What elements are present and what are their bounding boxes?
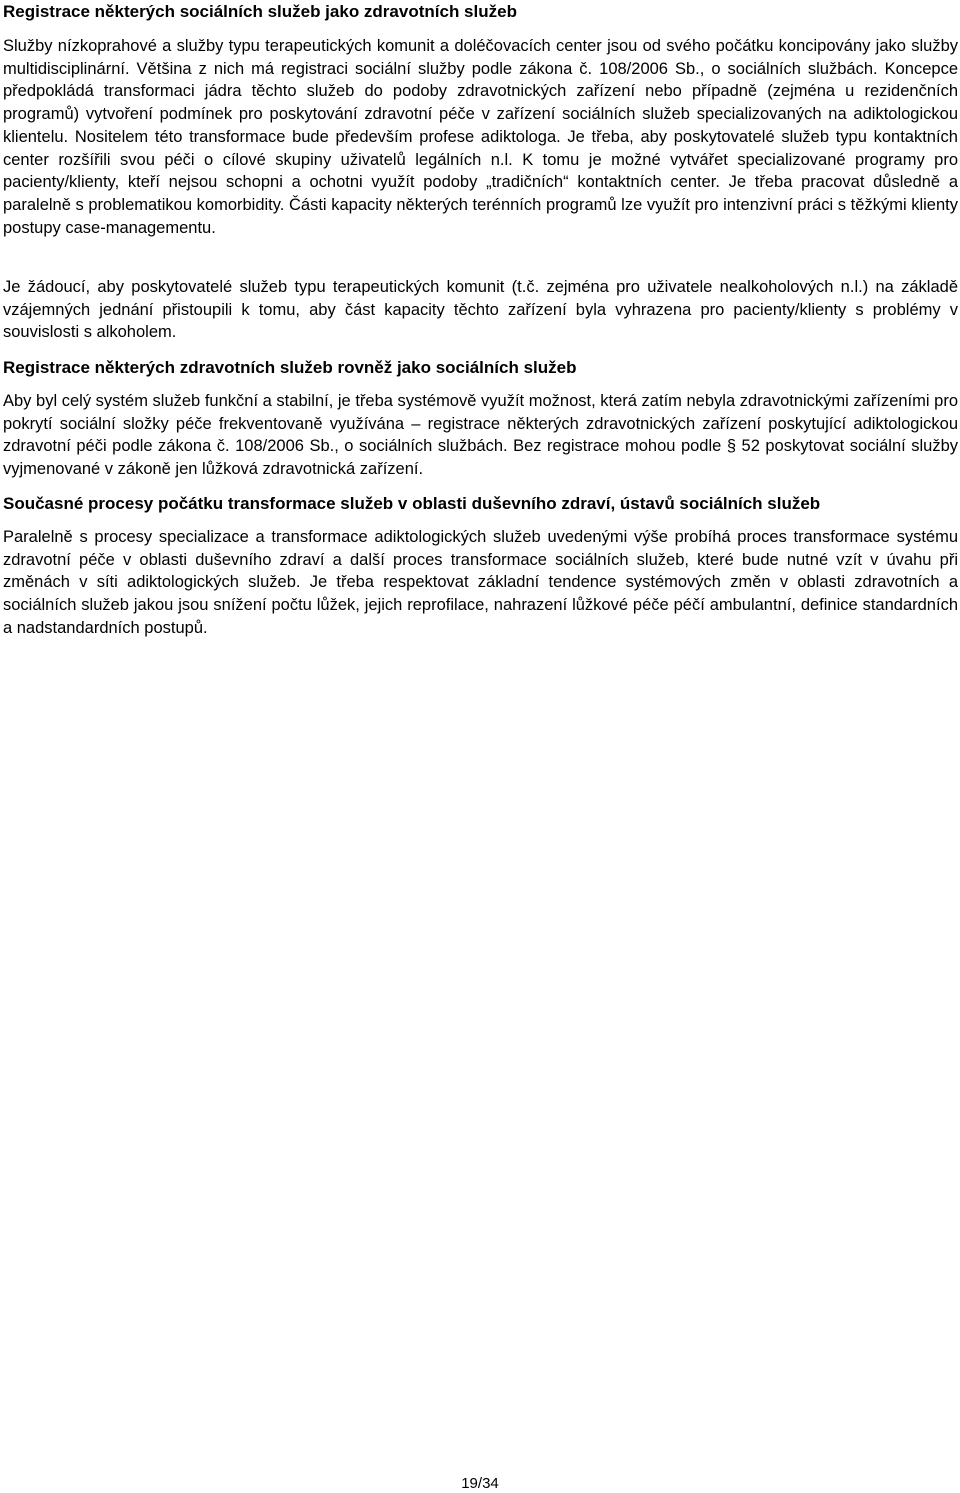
section-heading-social-services-registration: Registrace některých sociálních služeb jako zdravotních služeb xyxy=(3,2,517,21)
page-number: 19/34 xyxy=(461,1475,499,1492)
paragraph-multidisciplinary-services: Služby nízkoprahové a služby typu terapeutických komunit a doléčovacích center jsou od svého počátku koncipovány jako služby multidisciplinární. Většina z nich má registraci sociální služby podle zákona č. 108/2006 Sb., o sociálních službách. Koncepce předpokládá transformaci jádra těchto služeb do podoby zdravotnických zařízení nebo případně (zejména u rezidenčních programů) vytvoření podmínek pro poskytování zdravotní péče v zařízení sociálních služeb specializovaných na adiktologickou klientelu. Nositelem této transformace bude především profese adiktologa. Je třeba, aby poskytovatelé služeb typu kontaktních center rozšířili svou péči o cílové skupiny uživatelů legálních n.l. K tomu je možné vytvářet specializované programy pro pacienty/klienty, kteří nejsou schopni a ochotni využít podoby „tradičních“ kontaktních center. Je třeba pracovat důsledně a paralelně s problematikou komorbidity. Části kapacity některých terénních programů lze využít pro intenzivní práci s těžkými klienty postupy case-managementu. xyxy=(3,37,958,237)
section-heading-health-services-registration: Registrace některých zdravotních služeb rovněž jako sociálních služeb xyxy=(3,358,577,377)
paragraph-therapeutic-communities: Je žádoucí, aby poskytovatelé služeb typu terapeutických komunit (t.č. zejména pro uživatele nealkoholových n.l.) na základě vzájemných jednání přistoupili k tomu, aby část kapacity těchto zařízení byla vyhrazena pro pacienty/klienty s problémy v souvislosti s alkoholem. xyxy=(3,278,958,342)
section-heading-transformation-processes: Současné procesy počátku transformace služeb v oblasti duševního zdraví, ústavů sociálních služeb xyxy=(3,494,821,513)
paragraph-parallel-processes: Paralelně s procesy specializace a transformace adiktologických služeb uvedenými výše probíhá proces transformace systému zdravotní péče v oblasti duševního zdraví a další proces transformace sociálních služeb, které bude nutné vzít v úvahu při změnách v síti adiktologických služeb. Je třeba respektovat základní tendence systémových změn v oblasti zdravotních a sociálních služeb jakou jsou snížení počtu lůžek, jejich reprofilace, nahrazení lůžkové péče péčí ambulantní, definice standardních a nadstandardních postupů. xyxy=(3,528,958,637)
paragraph-system-stability: Aby byl celý systém služeb funkční a stabilní, je třeba systémově využít možnost, která zatím nebyla zdravotnickými zařízeními pro pokrytí sociální složky péče frekventovaně využívána – registrace některých zdravotnických zařízení poskytující adiktologickou zdravotní péči podle zákona č. 108/2006 Sb., o sociálních službách. Bez registrace mohou podle § 52 poskytovat sociální služby vyjmenované v zákoně jen lůžková zdravotnická zařízení. xyxy=(3,392,958,479)
